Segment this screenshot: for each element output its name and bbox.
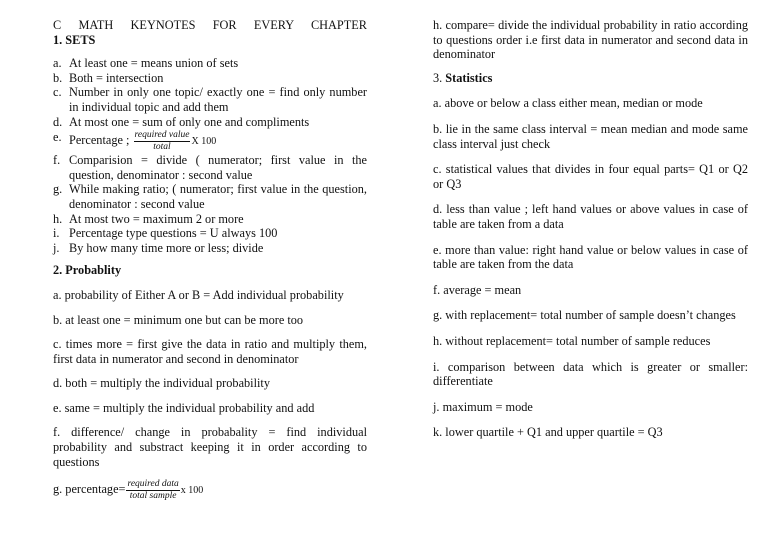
statistics-item: c. statistical values that divides in four equal parts= Q1 or Q2 or Q3 <box>433 162 748 191</box>
sets-item-marker: j. <box>53 240 60 255</box>
fraction-numerator: required data <box>127 479 179 490</box>
probability-item: d. both = multiply the individual probability <box>53 376 270 391</box>
statistics-item: g. with replacement= total number of sample doesn’t changes <box>433 308 736 323</box>
right-column <box>433 18 748 440</box>
sets-item <box>53 115 367 130</box>
statistics-item: b. lie in the same class interval = mean median and mode same class interval just check <box>433 121 748 151</box>
fraction-suffix: X 100 <box>191 135 217 147</box>
statistics-item: f. average = mean <box>433 282 522 297</box>
fraction-denominator: total sample <box>129 490 177 501</box>
sets-item <box>53 241 367 256</box>
sets-item-text: Comparision = divide ( numerator; first value in the question, denominator : second value <box>69 153 367 182</box>
probability-item-g <box>53 479 367 501</box>
sets-item-marker: d. <box>53 114 63 129</box>
sets-item-text: By how many time more or less; divide <box>69 240 264 255</box>
fraction-numerator: required value <box>134 130 190 141</box>
statistics-item: a. above or below a class either mean, median or mode <box>433 96 703 111</box>
fraction-denominator: total <box>153 141 171 152</box>
probability-item: f. difference/ change in probabality = find individual probability and substract keeping it in order according to questions <box>53 425 367 469</box>
statistics-item: e. more than value: right hand value or below values in case of table are taken from the data <box>433 242 748 272</box>
statistics-list <box>433 96 748 440</box>
sets-item-marker: i. <box>53 226 60 241</box>
probability-item: b. at least one = minimum one but can be more too <box>53 312 304 327</box>
sets-heading: 1. SETS <box>53 32 96 47</box>
statistics-item: k. lower quartile + Q1 and upper quartile = Q3 <box>433 425 663 440</box>
sets-item <box>53 182 367 211</box>
sets-item-marker: b. <box>53 70 63 85</box>
statistics-title: Statistics <box>445 70 493 85</box>
sets-item <box>53 56 367 71</box>
statistics-item: h. without replacement= total number of sample reduces <box>433 333 711 348</box>
statistics-item: i. comparison between data which is greater or smaller: differentiate <box>433 359 748 389</box>
sets-item-text: Both = intersection <box>69 70 164 85</box>
probability-item-h: h. compare= divide the individual probability in ratio according to questions order i.e first data in numerator and second data in denominator <box>433 18 748 62</box>
sets-item-text: While making ratio; ( numerator; first value in the question, denominator : second value <box>69 182 367 211</box>
probability-item: e. same = multiply the individual probability and add <box>53 400 315 415</box>
percentage-fraction <box>126 479 179 501</box>
probability-heading: 2. Probablity <box>53 263 122 278</box>
sets-item-marker: f. <box>53 153 61 168</box>
sets-item <box>53 85 367 114</box>
sets-item-label: Percentage ; <box>69 132 130 147</box>
document-title: C MATH KEYNOTES FOR EVERY CHAPTER <box>53 18 367 32</box>
sets-item <box>53 71 367 86</box>
sets-item-text: Percentage type questions = U always 100 <box>69 226 278 241</box>
statistics-item: j. maximum = mode <box>433 399 533 414</box>
sets-item-marker: h. <box>53 211 63 226</box>
percentage-fraction <box>134 130 191 152</box>
probability-list <box>53 288 367 469</box>
statistics-item: d. less than value ; left hand values or above values in case of table are taken from a data <box>433 202 748 231</box>
sets-item-marker: e. <box>53 130 62 145</box>
sets-item-marker: g. <box>53 182 63 197</box>
sets-item <box>53 130 367 152</box>
sets-item-text <box>69 130 367 152</box>
sets-list <box>53 56 367 255</box>
sets-item-marker: a. <box>53 56 62 71</box>
sets-item <box>53 226 367 241</box>
sets-item <box>53 212 367 227</box>
left-column <box>53 18 367 501</box>
sets-item-text: At most two = maximum 2 or more <box>69 211 244 226</box>
sets-item-text: At most one = sum of only one and compliments <box>69 114 310 129</box>
sets-item <box>53 153 367 182</box>
fraction-suffix: x 100 <box>180 485 204 497</box>
sets-item-marker: c. <box>53 85 62 100</box>
statistics-heading <box>433 71 748 86</box>
sets-item-text: At least one = means union of sets <box>69 56 239 71</box>
sets-item-text: Number in only one topic/ exactly one = find only number in individual topic and add them <box>69 85 367 114</box>
statistics-number: 3. <box>433 70 446 85</box>
probability-item: a. probability of Either A or B = Add individual probability <box>53 287 344 302</box>
probability-item: c. times more = first give the data in ratio and multiply them, first data in numerator and second in denominator <box>53 337 367 366</box>
probability-g-text: g. percentage= <box>53 482 126 497</box>
